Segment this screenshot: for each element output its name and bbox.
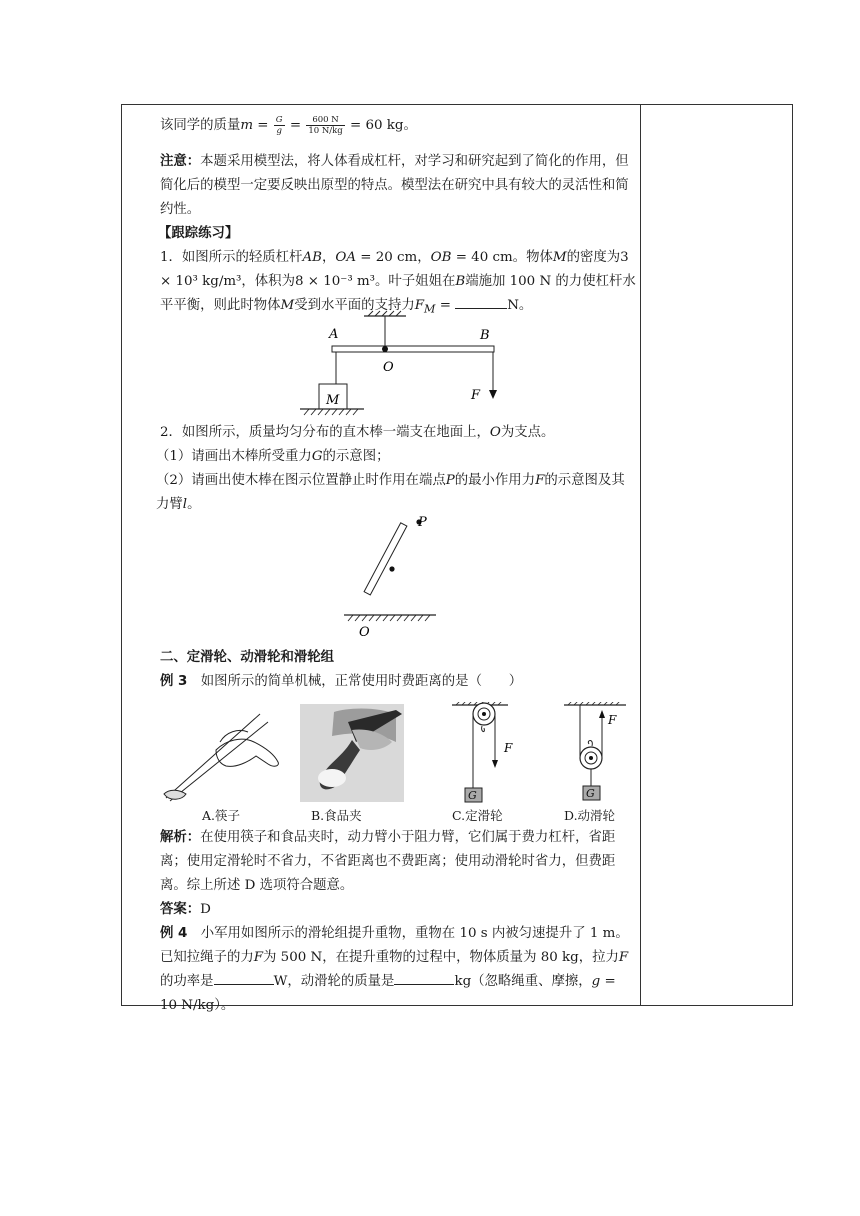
note-label: 注意： — [160, 154, 201, 169]
var: OB — [430, 250, 452, 265]
mass-line — [160, 114, 636, 138]
section-2-heading: 二、定滑轮、动滑轮和滑轮组 — [160, 650, 335, 665]
answer-label: 答案： — [160, 902, 201, 917]
ex4-text: = 10 N/kg）。 — [160, 974, 616, 1013]
var-m: m — [240, 118, 254, 133]
fraction-g — [274, 115, 285, 136]
q2-text: 2．如图所示，质量均匀分布的直木棒一端支在地面上， — [160, 425, 490, 440]
ex4-text: W，动滑轮的质量是 — [273, 974, 395, 989]
label-F: F — [471, 388, 481, 403]
label-O: O — [359, 625, 370, 640]
q1-text: 的密度为3 × 10³ kg/m³，体积为8 × 10⁻³ m³。叶子姐姐在 — [160, 250, 629, 289]
question-2-block — [156, 421, 636, 517]
var: M — [280, 298, 295, 313]
q1-text: 端施加 100 N 的力使杠杆水平平衡，则此时物体 — [160, 274, 636, 313]
analysis-paragraph — [160, 826, 636, 898]
answer-blank — [214, 970, 274, 985]
q1-text: = 40 cm。物体 — [451, 250, 553, 265]
question-2 — [160, 421, 636, 445]
answer-blank — [394, 970, 454, 985]
q2-text: （2）请画出使木棒在图示位置静止时作用在端点 — [156, 473, 446, 488]
label-M: M — [326, 393, 340, 408]
main-content — [160, 110, 636, 322]
var: F — [535, 473, 545, 488]
note-paragraph — [160, 150, 636, 222]
label-A: A — [329, 327, 339, 342]
label-F: F — [504, 741, 513, 755]
example-label: 例 4 — [160, 926, 188, 941]
analysis-label: 解析： — [160, 830, 201, 845]
label-B: B — [480, 328, 490, 343]
q2-text: （1）请画出木棒所受重力 — [156, 449, 312, 464]
analysis-block — [160, 826, 636, 1018]
q2-text: 。 — [187, 497, 201, 512]
answer-line — [160, 898, 636, 922]
q1-text: = — [435, 298, 456, 313]
var: P — [445, 473, 455, 488]
ex4-text: 小军用如图所示的滑轮组提升重物，重物在 10 s 内被匀速提升了 1 m。已知拉绳子的力 — [160, 926, 629, 965]
fixed-pulley-image — [452, 702, 513, 802]
label-P: P — [418, 515, 427, 530]
practice-heading: 【跟踪练习】 — [158, 226, 239, 241]
q1-text: 1．如图所示的轻质杠杆 — [160, 250, 303, 265]
machines-figure — [156, 702, 636, 806]
example-label: 例 3 — [160, 674, 188, 689]
note-text: 本题采用模型法，将人体看成杠杆，对学习和研究起到了简化的作用，但简化后的模型一定要反映出原型的特点。模型法在研究中具有较大的灵活性和简约性。 — [160, 154, 629, 217]
label-G: G — [468, 789, 477, 802]
label-G: G — [586, 787, 595, 800]
food-tongs-image — [300, 704, 404, 802]
caption-a: A.筷子 — [202, 808, 241, 823]
frac-den: g — [276, 126, 282, 136]
example-3 — [160, 670, 636, 694]
var: B — [455, 274, 466, 289]
ex4-text: kg（忽略绳重、摩擦， — [454, 974, 592, 989]
analysis-text: 在使用筷子和食品夹时，动力臂小于阻力臂，它们属于费力杠杆，省距离；使用定滑轮时不省力，不省距离也不费距离；使用动滑轮时省力，但费距离。综上所述 D 选项符合题意。 — [160, 830, 616, 893]
q1-text: ， — [321, 250, 336, 265]
movable-pulley-image — [564, 702, 626, 800]
var: G — [311, 449, 323, 464]
section-2-block — [160, 646, 636, 694]
eq: = — [253, 118, 273, 133]
var: l — [182, 497, 188, 512]
var: g — [591, 974, 601, 989]
label-F: F — [608, 713, 617, 727]
lever-figure — [296, 310, 506, 420]
mass-prefix: 该同学的质量 — [160, 118, 241, 133]
answer-value: D — [200, 902, 211, 917]
var: M — [552, 250, 567, 265]
caption-b: B.食品夹 — [311, 808, 362, 823]
frac-num: 600 N — [306, 115, 344, 126]
var: F — [414, 298, 425, 313]
column-divider — [640, 104, 641, 1006]
q2-text: 的示意图； — [322, 449, 390, 464]
caption-c: C.定滑轮 — [452, 808, 503, 823]
var: O — [489, 425, 501, 440]
q2-text: 为支点。 — [500, 425, 555, 440]
frac-den: 10 N/kg — [308, 126, 343, 136]
q1-text: N。 — [507, 298, 533, 313]
chopsticks-image — [164, 714, 278, 801]
var: AB — [302, 250, 322, 265]
q2-text: 的示意图及其力臂 — [156, 473, 625, 512]
q1-text: = 20 cm， — [356, 250, 431, 265]
q2-sub2 — [156, 469, 636, 517]
q2-text: 的最小作用力 — [454, 473, 536, 488]
eq: = — [285, 118, 306, 133]
var: F — [618, 950, 629, 965]
label-O: O — [383, 360, 394, 375]
rod-figure — [340, 512, 450, 640]
example-4 — [160, 922, 636, 1018]
mass-result: = 60 kg。 — [345, 118, 417, 133]
var: OA — [335, 250, 356, 265]
answer-blank — [455, 294, 507, 309]
var: F — [253, 950, 264, 965]
example-text: 如图所示的简单机械，正常使用时费距离的是（ ） — [187, 674, 523, 689]
frac-num: G — [275, 115, 283, 125]
ex4-text: 的功率是 — [160, 974, 214, 989]
ex4-text: 为 500 N，在提升重物的过程中，物体质量为 80 kg，拉力 — [263, 950, 619, 965]
fraction-value — [306, 115, 344, 136]
var-sub: M — [424, 302, 436, 316]
caption-d: D.动滑轮 — [564, 808, 616, 823]
q2-sub1 — [156, 445, 636, 469]
q1-text: 受到水平面的支持力 — [294, 298, 415, 313]
